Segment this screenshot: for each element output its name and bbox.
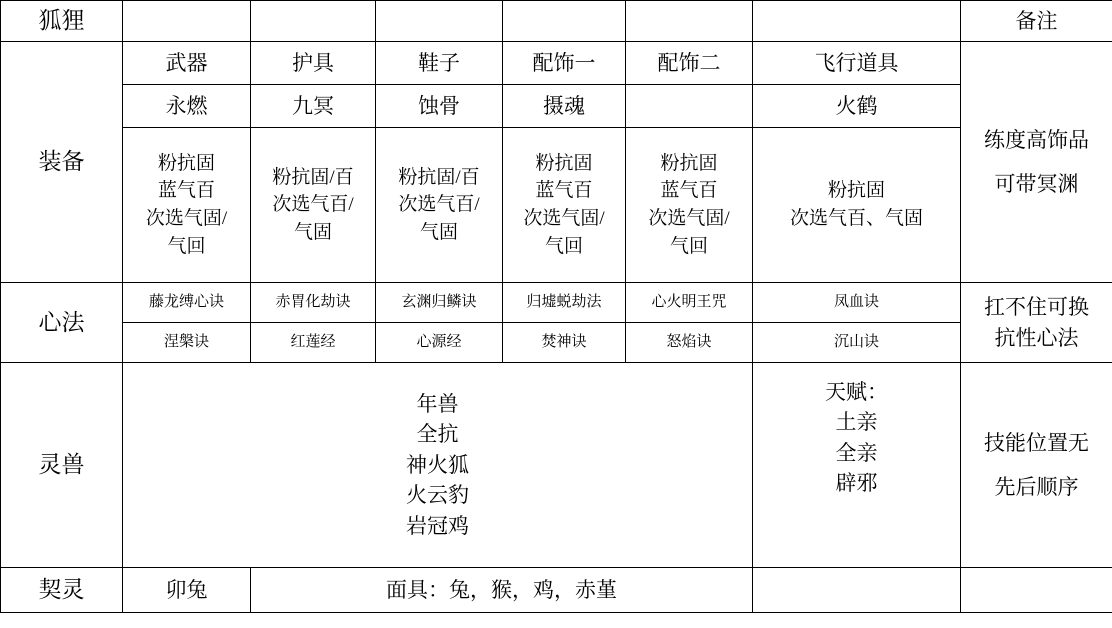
equip-stats-shoes: [376, 128, 503, 283]
row-label-equipment: 装备: [1, 42, 123, 283]
mindskill-2-weapon: 涅槃诀: [123, 323, 251, 363]
stat-line: 粉抗固: [535, 152, 593, 174]
stat-line: 蓝气百: [660, 180, 718, 202]
spiritbeast-item: 火云豹: [406, 483, 469, 508]
row-label-spiritbeast: 灵兽: [1, 363, 123, 568]
spiritbeast-item: 全抗: [416, 422, 459, 447]
stat-line: 粉抗固/百: [272, 166, 354, 188]
spiritbeast-note-line-1: 技能位置无: [984, 430, 1089, 455]
mindskill-note: [961, 283, 1112, 363]
header-empty-4: [503, 1, 626, 42]
stat-line: 次选气百、气固: [789, 208, 923, 229]
stat-line: 次选气固/: [145, 208, 228, 229]
header-empty-5: [626, 1, 753, 42]
stat-line: 气固: [419, 221, 458, 243]
spiritbeast-note-line-3: 先后顺序: [994, 475, 1079, 499]
equip-slot-weapon: 武器: [123, 42, 251, 85]
equip-stats-accessory-2: [626, 128, 753, 283]
table-row-mindskill-1: [1, 283, 1112, 323]
stat-line: 粉抗固: [660, 152, 718, 174]
table-row-mindskill-2: [1, 323, 1112, 363]
equip-name-armor: 九冥: [251, 85, 376, 128]
equip-slot-accessory-1: 配饰一: [503, 42, 626, 85]
spiritbeast-item: 年兽: [416, 391, 459, 416]
spiritbeast-item: 神火狐: [406, 452, 469, 477]
mindskill-1-accessory-2: 心火明王咒: [626, 283, 753, 323]
mindskill-1-shoes: 玄渊归鳞诀: [376, 283, 503, 323]
table-row-equipment-stats: [1, 128, 1112, 283]
equip-name-weapon: 永燃: [123, 85, 251, 128]
row-label-fox: 狐狸: [1, 1, 123, 42]
spiritbeast-talents: [753, 363, 961, 568]
spiritbeast-list: [123, 363, 753, 568]
equip-name-accessory-1: 摄魂: [503, 85, 626, 128]
table-row-spiritbeast: [1, 363, 1112, 568]
stat-line: 次选气固/: [523, 208, 605, 229]
stat-line: 蓝气百: [157, 180, 215, 202]
mindskill-2-shoes: 心源经: [376, 323, 503, 363]
equip-stats-flying-item: [753, 128, 961, 283]
equip-name-accessory-2: [626, 85, 753, 128]
qiling-empty: [753, 568, 961, 613]
stat-line: 粉抗固: [827, 180, 885, 202]
mindskill-2-accessory-1: 焚神诀: [503, 323, 626, 363]
equip-name-shoes: 蚀骨: [376, 85, 503, 128]
qiling-note: [961, 568, 1112, 613]
mindskill-note-line-1: 扛不住可换: [984, 295, 1089, 320]
spiritbeast-item: 岩冠鸡: [406, 513, 469, 538]
mindskill-2-flying-item: 沉山诀: [753, 323, 961, 363]
header-note: 备注: [961, 1, 1112, 42]
spiritbeast-note: [961, 363, 1112, 568]
qiling-masks: 面具：兔，猴，鸡，赤堇: [251, 568, 753, 613]
stat-line: 气固: [293, 221, 332, 243]
table-row-equipment-slots: [1, 42, 1112, 85]
stat-line: 次选气百/: [272, 194, 354, 216]
spiritbeast-note-spacer: [964, 458, 1109, 472]
stat-line: 气回: [167, 235, 206, 257]
table-row-equipment-names: [1, 85, 1112, 128]
header-empty-2: [251, 1, 376, 42]
mindskill-1-accessory-1: 归墟蜕劫法: [503, 283, 626, 323]
equipment-note-line-1: 练度高饰品: [984, 127, 1089, 152]
equip-stats-weapon: [123, 128, 251, 283]
header-empty-3: [376, 1, 503, 42]
table-row-header: [1, 1, 1112, 42]
equip-slot-armor: 护具: [251, 42, 376, 85]
mindskill-1-weapon: 藤龙缚心诀: [123, 283, 251, 323]
stat-line: 蓝气百: [535, 180, 593, 202]
equip-name-flying-item: 火鹤: [753, 85, 961, 128]
stat-line: 粉抗固: [157, 152, 215, 174]
row-label-qiling: 契灵: [1, 568, 123, 613]
mindskill-2-accessory-2: 怒焰诀: [626, 323, 753, 363]
stat-line: 气回: [669, 235, 708, 257]
equip-stats-armor: [251, 128, 376, 283]
mindskill-note-line-2: 抗性心法: [994, 325, 1079, 350]
talent-line: 土亲: [835, 410, 878, 435]
equipment-note-spacer: [964, 155, 1109, 169]
table-row-qiling: [1, 568, 1112, 613]
equip-slot-shoes: 鞋子: [376, 42, 503, 85]
row-label-mindskill: 心法: [1, 283, 123, 363]
qiling-first: 卯兔: [123, 568, 251, 613]
equipment-note-line-3: 可带冥渊: [994, 172, 1079, 196]
stat-line: 次选气固/: [648, 208, 730, 229]
equip-stats-accessory-1: [503, 128, 626, 283]
stat-line: 粉抗固/百: [398, 166, 480, 188]
mindskill-1-flying-item: 凤血诀: [753, 283, 961, 323]
talent-line: 全亲: [835, 440, 878, 465]
header-empty-6: [753, 1, 961, 42]
mindskill-2-armor: 红莲经: [251, 323, 376, 363]
stat-line: 次选气百/: [398, 194, 480, 216]
equipment-note: [961, 42, 1112, 283]
header-empty-1: [123, 1, 251, 42]
equip-slot-accessory-2: 配饰二: [626, 42, 753, 85]
mindskill-1-armor: 赤胃化劫诀: [251, 283, 376, 323]
equip-slot-flying-item: 飞行道具: [753, 42, 961, 85]
talent-line: 辟邪: [835, 471, 878, 496]
stat-line: 气回: [544, 235, 583, 257]
talent-line: 天赋：: [825, 380, 888, 404]
